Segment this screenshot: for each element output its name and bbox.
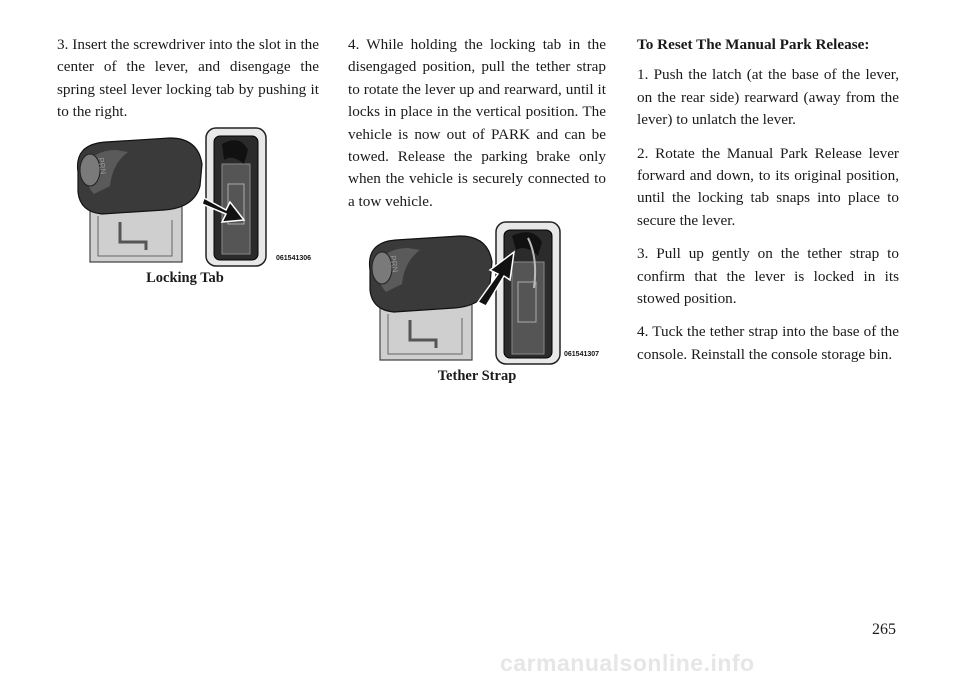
figure-locking-tab xyxy=(72,124,318,269)
page-number: 265 xyxy=(872,621,896,638)
reset-step-1: 1. Push the latch (at the base of the lever, on the rear side) rearward (away from the lever) to unlatch the lever. xyxy=(637,66,899,129)
figure-tether-strap xyxy=(366,218,608,366)
figure-code: 061541307 xyxy=(564,351,600,358)
reset-step-3: 3. Pull up gently on the tether strap to confirm that the lever is locked in its stowed position. xyxy=(637,245,899,308)
tether-strap-illustration xyxy=(366,218,608,366)
step-4-text: 4. While holding the locking tab in the disengaged position, pull the tether strap to rotate the lever up and rearward, until it locks in place in the vertical position. The vehicle is now out of PARK and can be towed. Release the parking brake only when the vehicle is securely connected to a tow vehicle. xyxy=(348,36,606,210)
column-3 xyxy=(637,34,899,377)
locking-tab-illustration xyxy=(72,124,318,269)
figure-2-caption: Tether Strap xyxy=(437,368,517,384)
section-heading: To Reset The Manual Park Release: xyxy=(637,36,870,53)
figure-code: 061541306 xyxy=(276,255,312,262)
reset-step-2: 2. Rotate the Manual Park Release lever forward and down, to its original position, until the locking tab snaps into place to secure the lever. xyxy=(637,144,899,229)
reset-step-4: 4. Tuck the tether strap into the base of the console. Reinstall the console storage bin. xyxy=(637,323,899,363)
column-1 xyxy=(57,34,319,135)
gear-letters: PRN xyxy=(96,156,108,175)
watermark: carmanualsonline.info xyxy=(500,650,755,676)
step-3-text: 3. Insert the screwdriver into the slot in the center of the lever, and disengage the spring steel lever locking tab by pushing it to the right. xyxy=(57,36,319,121)
gear-letters: PRN xyxy=(388,254,400,273)
column-2 xyxy=(348,34,606,224)
figure-1-caption: Locking Tab xyxy=(146,270,224,286)
